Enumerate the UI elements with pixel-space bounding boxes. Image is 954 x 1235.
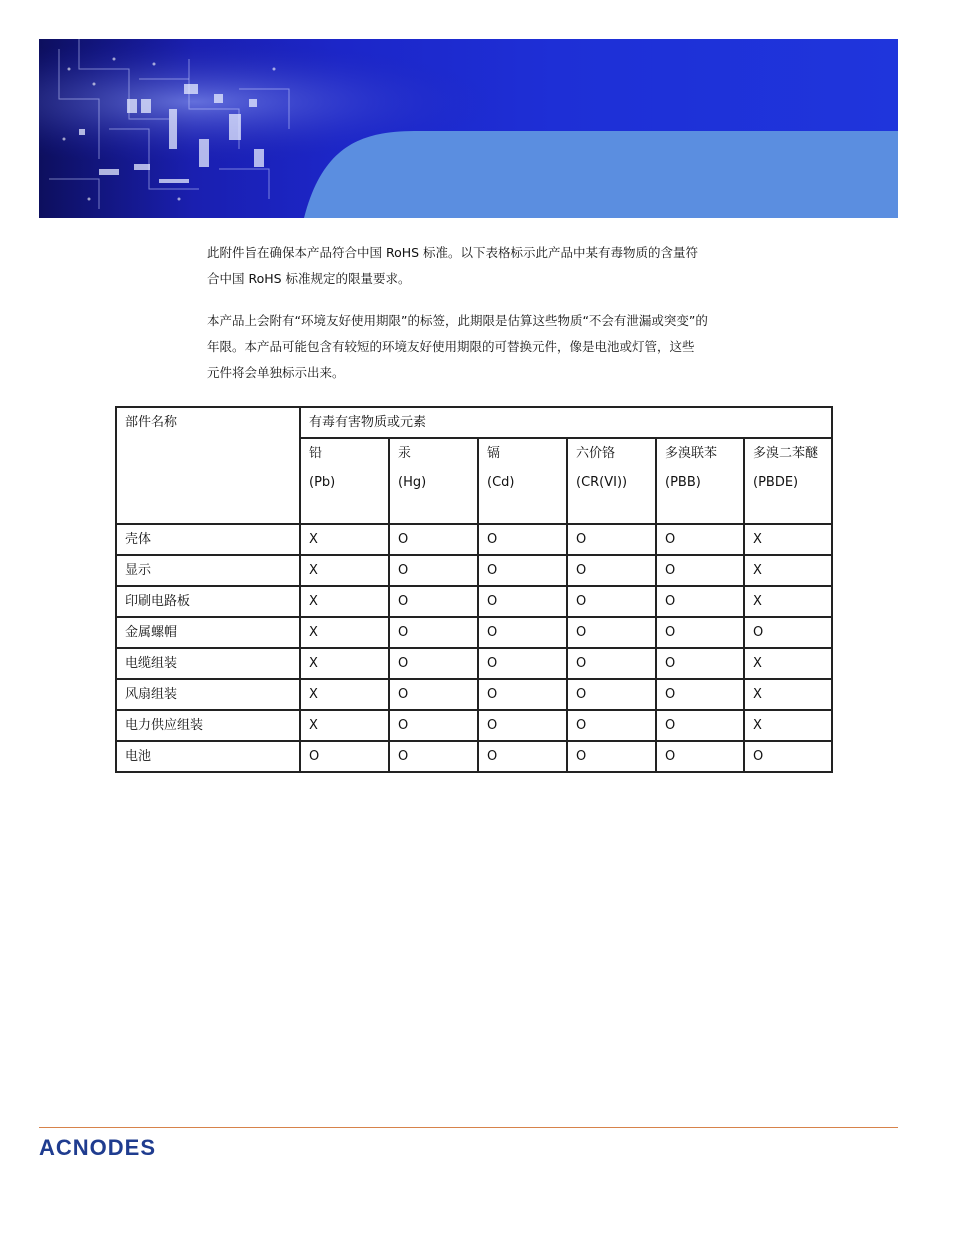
substance-value-cell: X [300, 648, 389, 679]
substance-value-cell: O [567, 648, 656, 679]
element-header-cell [567, 438, 656, 524]
substance-value-cell: O [656, 586, 744, 617]
substance-value-cell: O [567, 741, 656, 772]
substance-value-cell: X [300, 617, 389, 648]
rohs-substance-table [115, 406, 833, 773]
acnodes-logo [39, 1134, 195, 1160]
substance-value-cell: O [389, 617, 478, 648]
element-symbol: (Pb) [309, 475, 336, 490]
substance-value-cell: O [478, 524, 567, 555]
element-header-cell [656, 438, 744, 524]
substance-value-cell: O [567, 710, 656, 741]
element-symbol: (Cd) [487, 475, 515, 490]
table-row [116, 524, 832, 555]
logo-wordmark [39, 1134, 195, 1160]
substance-value-cell: O [389, 648, 478, 679]
substance-value-cell: O [478, 586, 567, 617]
intro-p2-line1: 本产品上会附有“环境友好使用期限”的标签，此期限是估算这些物质“不会有泄漏或突变”的 [207, 313, 708, 328]
part-name-cell: 印刷电路板 [116, 586, 300, 617]
substance-value-cell: X [744, 555, 832, 586]
element-name: 镉 [487, 446, 501, 461]
element-name: 六价铬 [576, 446, 616, 461]
intro-paragraph-1 [207, 240, 797, 292]
substance-value-cell: X [744, 710, 832, 741]
substance-value-cell: X [744, 679, 832, 710]
substance-value-cell: O [656, 741, 744, 772]
substance-value-cell: O [478, 741, 567, 772]
footer-divider [39, 1127, 898, 1128]
substance-value-cell: X [300, 710, 389, 741]
substance-value-cell: O [656, 524, 744, 555]
substance-value-cell: O [567, 679, 656, 710]
substance-value-cell: O [567, 617, 656, 648]
substance-value-cell: X [744, 648, 832, 679]
circuit-board-graphic [39, 39, 898, 218]
element-header-cell [300, 438, 389, 524]
substance-value-cell: O [567, 586, 656, 617]
substance-value-cell: X [300, 586, 389, 617]
substance-value-cell: O [389, 524, 478, 555]
rohs-intro [207, 240, 797, 402]
substance-value-cell: X [744, 524, 832, 555]
element-header-cell [744, 438, 832, 524]
part-name-cell: 电力供应组装 [116, 710, 300, 741]
table-header-row [116, 407, 832, 438]
part-name-cell: 金属螺帽 [116, 617, 300, 648]
logo-text: ACNODES [39, 1135, 157, 1160]
rohs-table-body [116, 407, 832, 772]
substance-value-cell: O [656, 617, 744, 648]
part-name-header: 部件名称 [116, 407, 300, 524]
intro-p2-line3: 元件将会单独标示出来。 [207, 365, 345, 380]
substance-value-cell: X [300, 679, 389, 710]
table-row [116, 710, 832, 741]
substance-value-cell: O [389, 679, 478, 710]
substance-value-cell: O [567, 524, 656, 555]
table-row [116, 679, 832, 710]
substance-value-cell: O [478, 710, 567, 741]
element-name: 多溴二苯醚 [753, 446, 819, 461]
substance-value-cell: O [656, 679, 744, 710]
header-banner [39, 39, 898, 218]
intro-p2-line2: 年限。本产品可能包含有较短的环境友好使用期限的可替换元件，像是电池或灯管，这些 [207, 339, 695, 354]
part-name-cell: 显示 [116, 555, 300, 586]
substance-value-cell: O [389, 586, 478, 617]
substance-value-cell: O [478, 617, 567, 648]
element-symbol: (PBDE) [753, 475, 799, 490]
element-header-cell [478, 438, 567, 524]
intro-paragraph-2 [207, 308, 797, 386]
substance-value-cell: O [300, 741, 389, 772]
substance-value-cell: O [389, 555, 478, 586]
intro-p1-line1: 此附件旨在确保本产品符合中国 RoHS 标准。以下表格标示此产品中某有毒物质的含量符 [207, 245, 699, 260]
substance-value-cell: X [300, 555, 389, 586]
part-name-cell: 风扇组装 [116, 679, 300, 710]
intro-p1-line2: 合中国 RoHS 标准规定的限量要求。 [207, 271, 411, 286]
substance-value-cell: O [656, 710, 744, 741]
element-symbol: (PBB) [665, 475, 701, 490]
substance-group-header: 有毒有害物质或元素 [300, 407, 832, 438]
table-row [116, 586, 832, 617]
table-row [116, 648, 832, 679]
table-row [116, 741, 832, 772]
substance-value-cell: X [744, 586, 832, 617]
substance-value-cell: O [478, 679, 567, 710]
substance-value-cell: O [656, 648, 744, 679]
part-name-cell: 电池 [116, 741, 300, 772]
element-symbol: (CR(VI)) [576, 475, 628, 490]
table-row [116, 555, 832, 586]
element-symbol: (Hg) [398, 475, 427, 490]
substance-value-cell: O [478, 648, 567, 679]
substance-value-cell: O [389, 741, 478, 772]
substance-value-cell: O [389, 710, 478, 741]
table-row [116, 617, 832, 648]
element-header-cell [389, 438, 478, 524]
element-name: 汞 [398, 446, 412, 461]
element-name: 多溴联苯 [665, 446, 718, 461]
substance-value-cell: O [478, 555, 567, 586]
substance-value-cell: O [567, 555, 656, 586]
part-name-cell: 壳体 [116, 524, 300, 555]
part-name-cell: 电缆组装 [116, 648, 300, 679]
substance-value-cell: O [656, 555, 744, 586]
substance-value-cell: O [744, 741, 832, 772]
substance-value-cell: X [300, 524, 389, 555]
element-name: 铅 [309, 446, 323, 461]
substance-value-cell: O [744, 617, 832, 648]
